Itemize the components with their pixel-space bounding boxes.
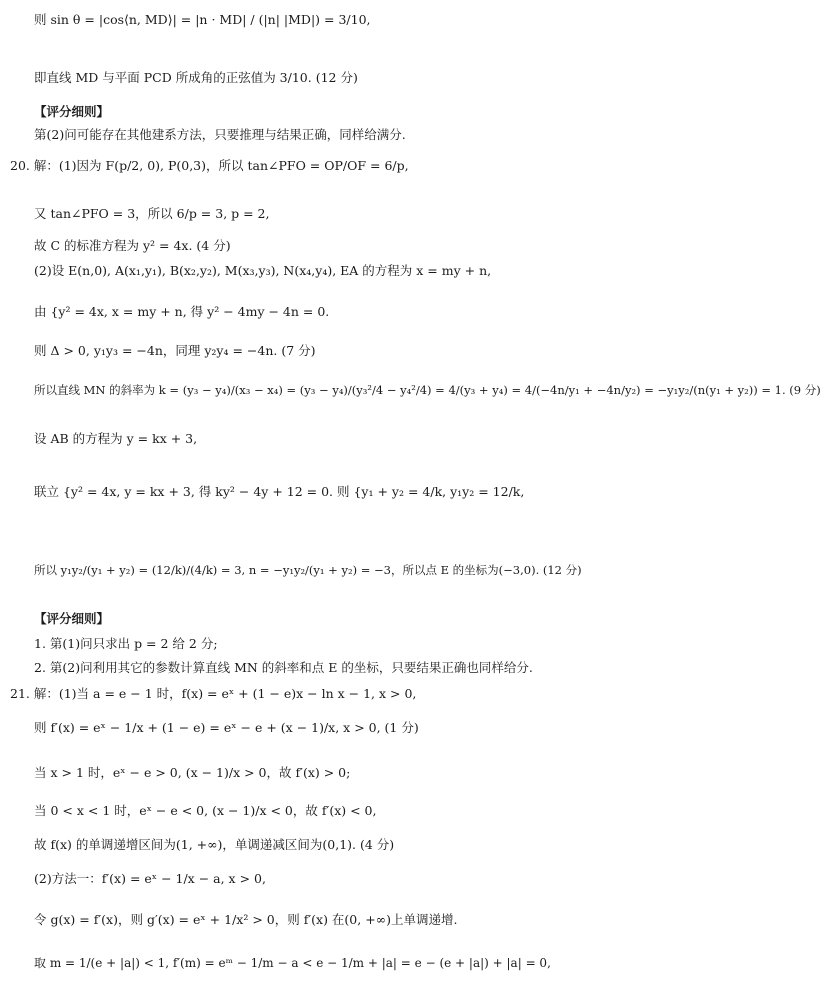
line-5: 又 tan∠PFO = 3，所以 6/p = 3, p = 2, xyxy=(34,206,270,221)
line-13: 所以 y₁y₂/(y₁ + y₂) = (12/k)/(4/k) = 3, n = −y₁y₂/(y₁ + y₂) = −3，所以点 E 的坐标为(−3,0). (12 分) xyxy=(34,563,582,577)
line-6: 故 C 的标准方程为 y² = 4x. (4 分) xyxy=(34,238,231,253)
grading-heading-1: 【评分细则】 xyxy=(34,104,110,119)
line-9: 则 Δ > 0, y₁y₃ = −4n，同理 y₂y₄ = −4n. (7 分) xyxy=(34,343,316,358)
line-18: 则 f′(x) = eˣ − 1/x + (1 − e) = eˣ − e + (x − 1)/x, x > 0, (1 分) xyxy=(34,720,419,735)
line-1: 即直线 MD 与平面 PCD 所成角的正弦值为 3/10. (12 分) xyxy=(34,70,358,85)
line-10: 所以直线 MN 的斜率为 k = (y₃ − y₄)/(x₃ − x₄) = (y₃ − y₄)/(y₃²/4 − y₄²/4) = 4/(y₃ + y₄) = 4/(−4n/y₁ + −4n/y₂) = −y₁y₂/(n(y₁ + y₂)) = 1. (9 分) xyxy=(34,383,821,397)
line-22: (2)方法一：f′(x) = eˣ − 1/x − a, x > 0, xyxy=(34,871,266,886)
line-3: 第(2)问可能存在其他建系方法，只要推理与结果正确，同样给满分. xyxy=(34,127,406,142)
grading-heading-2: 【评分细则】 xyxy=(34,611,110,626)
line-15: 1. 第(1)问只求出 p = 2 给 2 分; xyxy=(34,636,218,651)
problem-21-start: 21. 解：(1)当 a = e − 1 时，f(x) = eˣ + (1 − e)x − ln x − 1, x > 0, xyxy=(10,686,417,701)
line-7: (2)设 E(n,0), A(x₁,y₁), B(x₂,y₂), M(x₃,y₃), N(x₄,y₄), EA 的方程为 x = my + n, xyxy=(34,263,492,278)
problem-20-start: 20. 解：(1)因为 F(p/2, 0), P(0,3)，所以 tan∠PFO = OP/OF = 6/p, xyxy=(10,158,409,173)
line-21: 故 f(x) 的单调递增区间为(1, +∞)，单调递减区间为(0,1). (4 分) xyxy=(34,837,395,852)
line-19: 当 x > 1 时，eˣ − e > 0, (x − 1)/x > 0，故 f′(x) > 0; xyxy=(34,765,351,780)
line-8: 由 {y² = 4x, x = my + n, 得 y² − 4my − 4n = 0. xyxy=(34,304,330,319)
line-24: 取 m = 1/(e + |a|) < 1, f′(m) = eᵐ − 1/m − a < e − 1/m + |a| = e − (e + |a|) + |a| = 0, xyxy=(34,956,551,970)
line-23: 令 g(x) = f′(x)，则 g′(x) = eˣ + 1/x² > 0，则 f′(x) 在(0, +∞)上单调递增. xyxy=(34,912,458,927)
line-11: 设 AB 的方程为 y = kx + 3, xyxy=(34,431,198,446)
line-12: 联立 {y² = 4x, y = kx + 3, 得 ky² − 4y + 12 = 0. 则 {y₁ + y₂ = 4/k, y₁y₂ = 12/k, xyxy=(34,484,525,499)
line-20: 当 0 < x < 1 时，eˣ − e < 0, (x − 1)/x < 0，故 f′(x) < 0, xyxy=(34,803,377,818)
line-16: 2. 第(2)问利用其它的参数计算直线 MN 的斜率和点 E 的坐标，只要结果正确也同样给分. xyxy=(34,660,533,675)
line-0: 则 sin θ = |cos⟨n, MD⟩| = |n · MD| / (|n| |MD|) = 3/10, xyxy=(34,12,371,27)
